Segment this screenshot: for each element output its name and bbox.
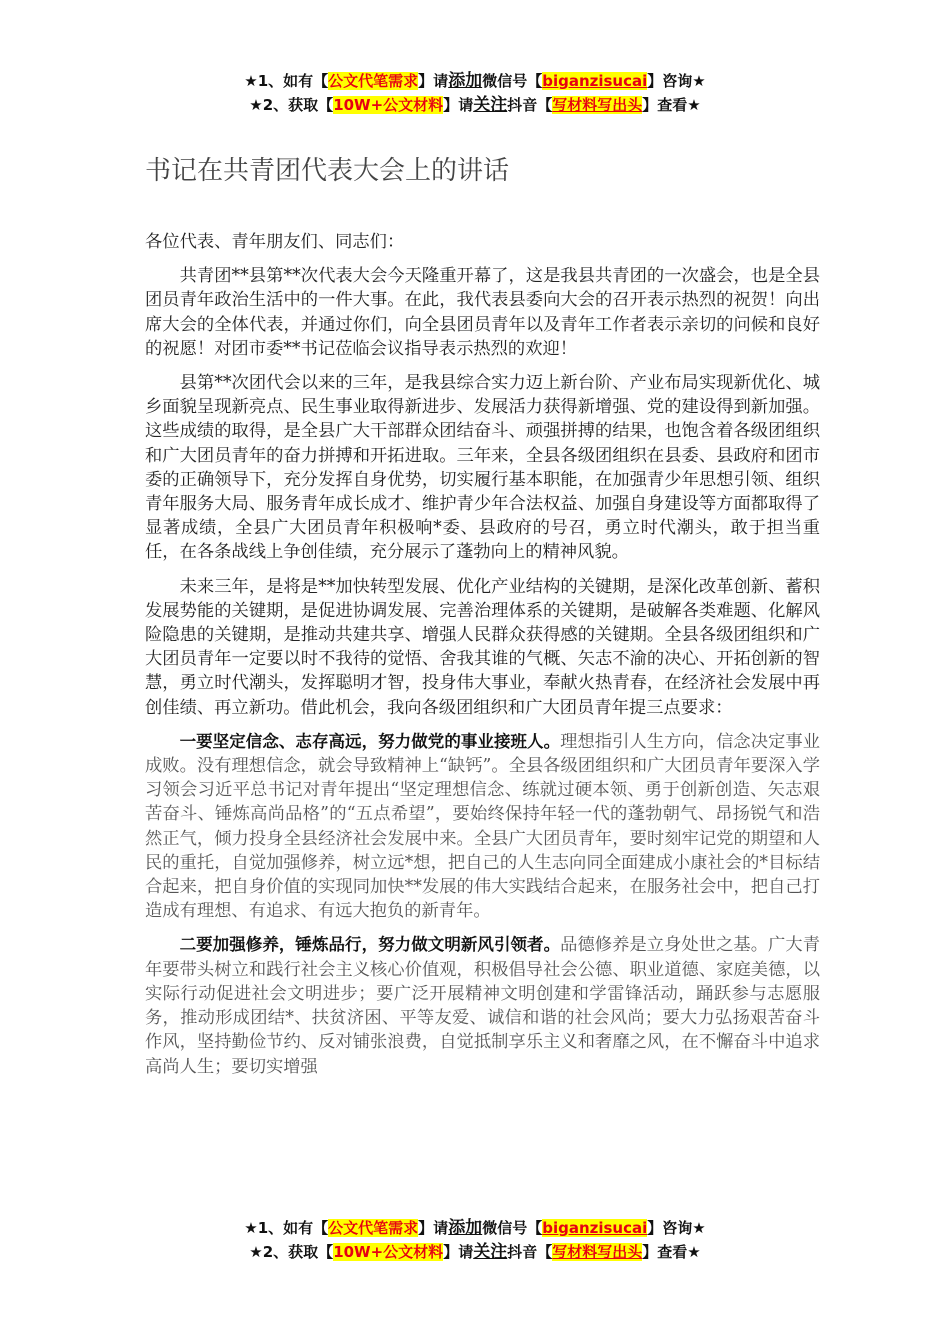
promo-banner-top xyxy=(0,69,950,117)
promo-text: 微信号【 xyxy=(482,1219,543,1237)
document-title: 书记在共青团代表大会上的讲话 xyxy=(145,156,510,186)
promo-text: 】查看★ xyxy=(642,96,701,114)
promo-highlight-service: 公文代笔需求 xyxy=(328,1219,419,1237)
paragraph-3 xyxy=(145,575,820,720)
paragraph-text: 未来三年，是将是**加快转型发展、优化产业结构的关键期，是深化改革创新、蓄积发展势能的关键期，是促进协调发展、完善治理体系的关键期，是破解各类难题、化解风险隐患的关键期，是推动共建共享、增强人民群众获得感的关键期。全县各级团组织和广大团员青年一定要以时不我待的觉悟、舍我其谁的气概、矢志不渝的决心、开拓创新的智慧，勇立时代潮头，发挥聪明才智，投身伟大事业，奉献火热青春，在经济社会发展中再创佳绩、再立新功。借此机会，我向各级团组织和广大团员青年提三点要求： xyxy=(145,576,820,718)
promo-line-2 xyxy=(0,1240,950,1264)
promo-line-1 xyxy=(0,69,950,93)
paragraph-requirement-2 xyxy=(145,933,820,1078)
promo-text: 】请 xyxy=(443,96,474,114)
promo-emphasis-follow: 关注 xyxy=(473,95,508,115)
promo-text: 】查看★ xyxy=(642,1243,701,1261)
promo-text: 抖音【 xyxy=(507,1243,553,1261)
promo-text: 】请 xyxy=(418,72,449,90)
promo-wechat-id: biganzisucai xyxy=(542,1219,648,1237)
paragraph-2 xyxy=(145,371,820,565)
promo-line-1 xyxy=(0,1216,950,1240)
paragraph-1 xyxy=(145,264,820,361)
paragraph-text: 品德修养是立身处世之基。广大青年要带头树立和践行社会主义核心价值观，积极倡导社会公德、职业道德、家庭美德，以实际行动促进社会文明进步；要广泛开展精神文明创建和学雷锋活动，踊跃参与志愿服务，推动形成团结*、扶贫济困、平等友爱、诚信和谐的社会风尚；要大力弘扬艰苦奋斗作风，坚持勤俭节约、反对铺张浪费，自觉抵制享乐主义和奢靡之风，在不懈奋斗中追求高尚人生；要切实增强 xyxy=(145,935,820,1077)
promo-banner-bottom xyxy=(0,1216,950,1264)
promo-highlight-service: 公文代笔需求 xyxy=(328,72,419,90)
promo-highlight-materials: 10W+公文材料 xyxy=(333,1243,444,1261)
paragraph-text: 共青团**县第**次代表大会今天隆重开幕了，这是我县共青团的一次盛会，也是全县团员青年政治生活中的一件大事。在此，我代表县委向大会的召开表示热烈的祝贺！向出席大会的全体代表，并通过你们，向全县团员青年以及青年工作者表示亲切的问候和良好的祝愿！对团市委**书记莅临会议指导表示热烈的欢迎！ xyxy=(145,266,820,359)
paragraph-text: 理想指引人生方向，信念决定事业成败。没有理想信念，就会导致精神上“缺钙”。全县各级团组织和广大团员青年要深入学习领会习近平总书记对青年提出“坚定理想信念、练就过硬本领、勇于创新创造、矢志艰苦奋斗、锤炼高尚品格”的“五点希望”，要始终保持年轻一代的蓬勃朝气、昂扬锐气和浩然正气，倾力投身全县经济社会发展中来。全县广大团员青年，要时刻牢记党的期望和人民的重托，自觉加强修养，树立远*想，把自己的人生志向同全面建成小康社会的*目标结合起来，把自身价值的实现同加快**发展的伟大实践结合起来，在服务社会中，把自己打造成有理想、有追求、有远大抱负的新青年。 xyxy=(145,731,820,922)
promo-emphasis-add: 添加 xyxy=(448,1218,483,1238)
promo-douyin-account: 写材料写出头 xyxy=(552,96,643,114)
paragraph-text: 县第**次团代会以来的三年，是我县综合实力迈上新台阶、产业布局实现新优化、城乡面貌呈现新亮点、民生事业取得新进步、发展活力获得新增强、党的建设得到新加强。这些成绩的取得，是全县广大干部群众团结奋斗、顽强拼搏的结果，也饱含着各级团组织和广大团员青年的奋力拼搏和开拓进取。三年来，全县各级团组织在县委、县政府和团市委的正确领导下，充分发挥自身优势，切实履行基本职能，在加强青少年思想引领、组织青年服务大局、服务青年成长成才、维护青少年合法权益、加强自身建设等方面都取得了显著成绩，全县广大团员青年积极响*委、县政府的号召，勇立时代潮头，敢于担当重任，在各条战线上争创佳绩，充分展示了蓬勃向上的精神风貌。 xyxy=(145,373,820,563)
promo-text: 】请 xyxy=(418,1219,449,1237)
salutation: 各位代表、青年朋友们、同志们： xyxy=(145,232,405,252)
promo-text: 】咨询★ xyxy=(647,72,706,90)
promo-text: ★1、如有【 xyxy=(244,72,329,90)
promo-text: 微信号【 xyxy=(482,72,543,90)
document-body xyxy=(145,230,820,1089)
promo-text: 】咨询★ xyxy=(647,1219,706,1237)
promo-text: 抖音【 xyxy=(507,96,553,114)
promo-text: ★2、获取【 xyxy=(249,96,334,114)
promo-text: 】请 xyxy=(443,1243,474,1261)
promo-text: ★2、获取【 xyxy=(249,1243,334,1261)
promo-wechat-id: biganzisucai xyxy=(542,72,648,90)
promo-emphasis-follow: 关注 xyxy=(473,1242,508,1262)
promo-text: ★1、如有【 xyxy=(244,1219,329,1237)
promo-highlight-materials: 10W+公文材料 xyxy=(333,96,444,114)
promo-douyin-account: 写材料写出头 xyxy=(552,1243,643,1261)
requirement-heading: 一要坚定信念、志存高远，努力做党的事业接班人。 xyxy=(179,731,561,751)
requirement-heading: 二要加强修养，锤炼品行，努力做文明新风引领者。 xyxy=(179,935,561,955)
paragraph-requirement-1 xyxy=(145,730,820,924)
promo-line-2 xyxy=(0,93,950,117)
promo-emphasis-add: 添加 xyxy=(448,71,483,91)
